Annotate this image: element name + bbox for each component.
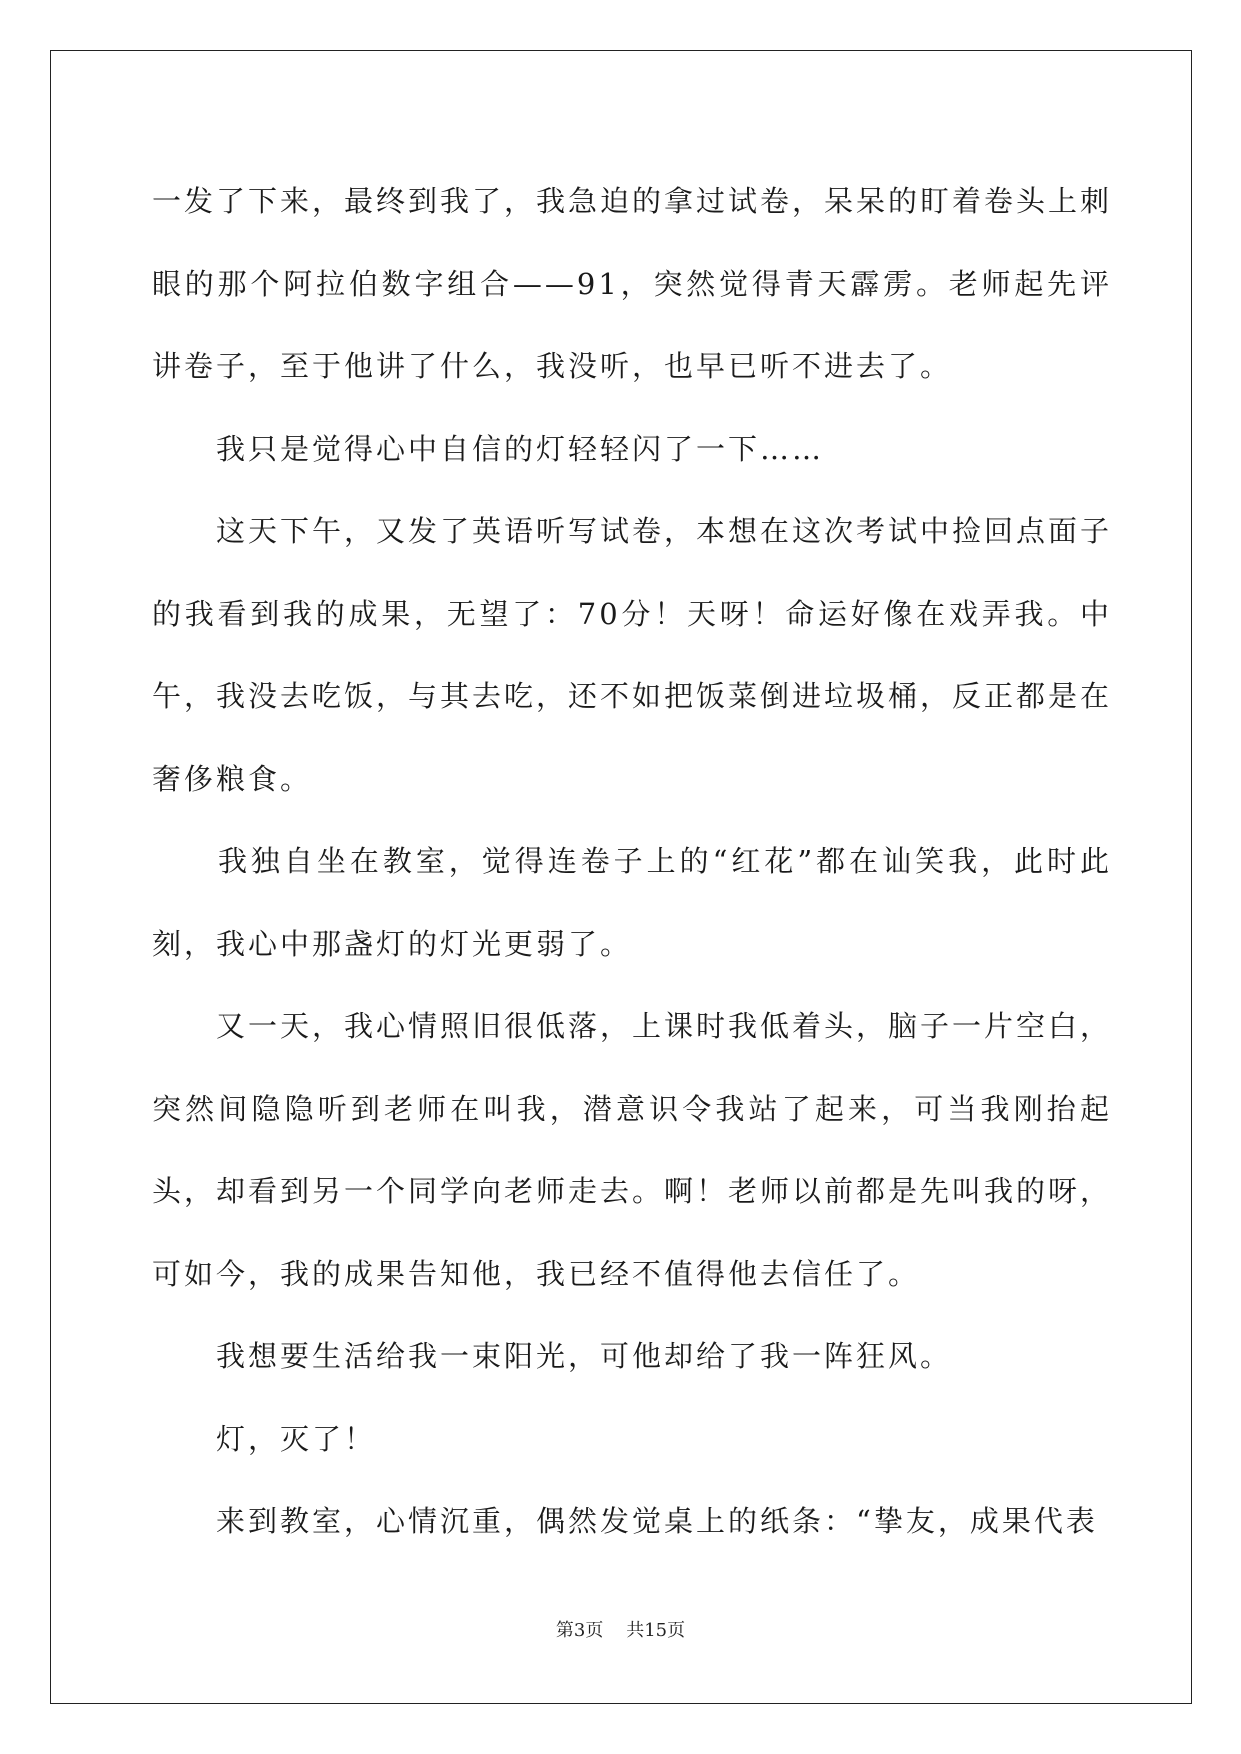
paragraph: 我想要生活给我一束阳光，可他却给了我一阵狂风。 <box>152 1339 953 1373</box>
page-total: 共15页 <box>626 1620 686 1641</box>
paragraph: 灯，灭了！ <box>152 1421 377 1456</box>
paragraph: 我独自坐在教室，觉得连卷子上的“红花”都在讪笑我，此时此刻，我心中那盏灯的灯光更弱了。 <box>152 844 1112 961</box>
paragraph: 我只是觉得心中自信的灯轻轻闪了一下…… <box>152 431 825 466</box>
paragraph: 这天下午，又发了英语听写试卷，本想在这次考试中捡回点面子的我看到我的成果，无望了：70分！天呀！命运好像在戏弄我。中午，我没去吃饭，与其去吃，还不如把饭菜倒进垃圾桶，反正都是在奢侈粮食。 <box>152 514 1113 796</box>
paragraph: 又一天，我心情照旧很低落，上课时我低着头，脑子一片空白，突然间隐隐听到老师在叫我，潜意识令我站了起来，可当我刚抬起头，却看到另一个同学向老师走去。啊！老师以前都是先叫我的呀，可如今，我的成果告知他，我已经不值得他去信任了。 <box>152 1009 1113 1291</box>
document-body <box>152 160 1112 1563</box>
paragraph: 来到教室，心情沉重，偶然发觉桌上的纸条：“挚友，成果代表 <box>152 1504 1098 1538</box>
page-number: 第3页 <box>555 1620 604 1641</box>
paragraph: 一发了下来，最终到我了，我急迫的拿过试卷，呆呆的盯着卷头上刺眼的那个阿拉伯数字组合——91，突然觉得青天霹雳。老师起先评讲卷子，至于他讲了什么，我没听，也早已听不进去了。 <box>152 184 1113 383</box>
page-footer <box>0 1616 1241 1642</box>
